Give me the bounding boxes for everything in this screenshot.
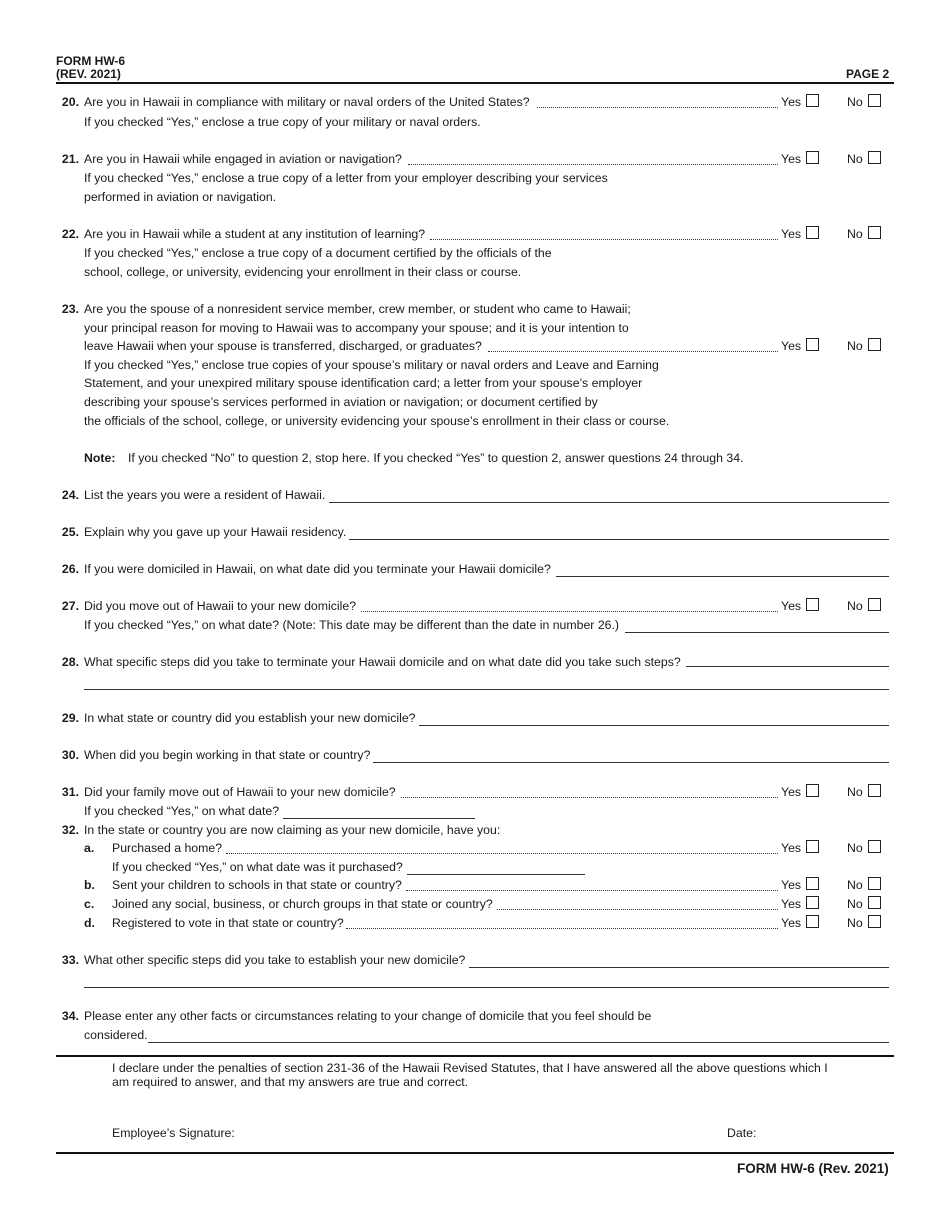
no-option[interactable]	[847, 877, 881, 892]
no-label: No	[847, 841, 863, 855]
question-number: 30.	[61, 748, 79, 762]
question-text: Are you the spouse of a nonresident service member, crew member, or student who came to Hawaii;	[84, 302, 631, 316]
yes-checkbox[interactable]	[806, 784, 819, 797]
answer-line[interactable]	[419, 725, 889, 726]
yes-label: Yes	[781, 878, 802, 892]
answer-line[interactable]	[556, 576, 889, 577]
sub-item-text: Sent your children to schools in that state or country?	[112, 878, 402, 892]
question-number: 26.	[61, 562, 79, 576]
yes-option[interactable]	[781, 784, 819, 799]
question-number: 25.	[61, 525, 79, 539]
note-label: Note:	[84, 451, 116, 465]
note-text: If you checked “No” to question 2, stop here. If you checked “Yes” to question 2, answer questions 24 through 34.	[128, 451, 744, 465]
no-option[interactable]	[847, 338, 881, 353]
no-checkbox[interactable]	[868, 94, 881, 107]
no-option[interactable]	[847, 94, 881, 109]
question-text: Please enter any other facts or circumstances relating to your change of domicile that you feel should be	[84, 1009, 652, 1023]
yes-label: Yes	[781, 841, 802, 855]
no-option[interactable]	[847, 151, 881, 166]
dot-leader	[488, 339, 778, 352]
no-option[interactable]	[847, 915, 881, 930]
question-number: 21.	[61, 152, 79, 166]
followup-text: If you checked “Yes,” on what date? (Note: This date may be different than the date in number 26.)	[84, 618, 620, 632]
question-text: When did you begin working in that state or country?	[84, 748, 371, 762]
dot-leader	[346, 916, 778, 929]
answer-line[interactable]	[625, 632, 889, 633]
question-number: 27.	[61, 599, 79, 613]
instruction-text: performed in aviation or navigation.	[84, 190, 277, 204]
yes-checkbox[interactable]	[806, 94, 819, 107]
instruction-text: If you checked “Yes,” enclose a true copy of a letter from your employer describing your services	[84, 171, 608, 185]
question-number: 29.	[61, 711, 79, 725]
no-checkbox[interactable]	[868, 598, 881, 611]
question-text: List the years you were a resident of Hawaii.	[84, 488, 326, 502]
question-text: Did you move out of Hawaii to your new domicile?	[84, 599, 357, 613]
question-text: Explain why you gave up your Hawaii residency.	[84, 525, 347, 539]
dot-leader	[408, 152, 778, 165]
answer-line[interactable]	[329, 502, 889, 503]
yes-label: Yes	[781, 227, 802, 241]
no-label: No	[847, 339, 863, 353]
question-text: What other specific steps did you take to establish your new domicile?	[84, 953, 466, 967]
question-number: 32.	[61, 823, 79, 837]
question-text: If you were domiciled in Hawaii, on what date did you terminate your Hawaii domicile?	[84, 562, 551, 576]
instruction-text: If you checked “Yes,” enclose a true copy of your military or naval orders.	[84, 115, 481, 129]
instruction-text: Statement, and your unexpired military spouse identification card; a letter from your spouse’s employer	[84, 376, 643, 390]
answer-line[interactable]	[407, 874, 585, 875]
question-text: In the state or country you are now claiming as your new domicile, have you:	[84, 823, 501, 837]
yes-checkbox[interactable]	[806, 151, 819, 164]
footer-rule	[56, 1152, 894, 1154]
answer-line[interactable]	[349, 539, 889, 540]
yes-label: Yes	[781, 152, 802, 166]
no-checkbox[interactable]	[868, 915, 881, 928]
no-option[interactable]	[847, 840, 881, 855]
declaration-text: I declare under the penalties of section 231-36 of the Hawaii Revised Statutes, that I have answered all the above questions which I	[112, 1061, 828, 1075]
form-id: FORM HW-6	[56, 54, 126, 68]
no-checkbox[interactable]	[868, 896, 881, 909]
question-number: 22.	[61, 227, 79, 241]
question-text: leave Hawaii when your spouse is transferred, discharged, or graduates?	[84, 339, 482, 353]
yes-checkbox[interactable]	[806, 840, 819, 853]
question-number: 20.	[61, 95, 79, 109]
yes-label: Yes	[781, 339, 802, 353]
question-text: Did your family move out of Hawaii to your new domicile?	[84, 785, 396, 799]
yes-checkbox[interactable]	[806, 598, 819, 611]
footer-form-id: FORM HW-6 (Rev. 2021)	[737, 1161, 889, 1176]
question-number: 24.	[61, 488, 79, 502]
no-checkbox[interactable]	[868, 877, 881, 890]
instruction-text: school, college, or university, evidencing your enrollment in their class or course.	[84, 265, 522, 279]
question-number: 34.	[61, 1009, 79, 1023]
no-label: No	[847, 897, 863, 911]
followup-text: If you checked “Yes,” on what date?	[84, 804, 280, 818]
yes-label: Yes	[781, 916, 802, 930]
header-rule	[56, 82, 894, 84]
dot-leader	[226, 841, 778, 854]
dot-leader	[361, 599, 778, 612]
sub-item-label: d.	[84, 916, 95, 930]
page-number: PAGE 2	[846, 67, 890, 81]
yes-checkbox[interactable]	[806, 877, 819, 890]
question-text: Are you in Hawaii while a student at any institution of learning?	[84, 227, 426, 241]
yes-label: Yes	[781, 897, 802, 911]
no-option[interactable]	[847, 598, 881, 613]
signature-label: Employee’s Signature:	[112, 1126, 235, 1140]
question-text: Are you in Hawaii while engaged in aviation or navigation?	[84, 152, 402, 166]
sub-item-label: b.	[84, 878, 95, 892]
no-label: No	[847, 599, 863, 613]
yes-option[interactable]	[781, 915, 819, 930]
yes-checkbox[interactable]	[806, 915, 819, 928]
question-text: your principal reason for moving to Hawaii was to accompany your spouse; and it is your intention to	[84, 321, 629, 335]
no-option[interactable]	[847, 784, 881, 799]
instruction-text: the officials of the school, college, or university evidencing your spouse’s enrollment in their class or course.	[84, 414, 670, 428]
no-label: No	[847, 95, 863, 109]
yes-option[interactable]	[781, 226, 819, 241]
sub-item-text: Purchased a home?	[112, 841, 223, 855]
followup-text: If you checked “Yes,” on what date was it purchased?	[112, 860, 403, 874]
yes-checkbox[interactable]	[806, 338, 819, 351]
instruction-text: If you checked “Yes,” enclose true copies of your spouse’s military or naval orders and Leave and Earning	[84, 358, 659, 372]
question-number: 28.	[61, 655, 79, 669]
answer-line[interactable]	[84, 987, 889, 988]
no-checkbox[interactable]	[868, 840, 881, 853]
dot-leader	[406, 878, 778, 891]
sub-item-label: a.	[84, 841, 95, 855]
yes-label: Yes	[781, 95, 802, 109]
question-number: 23.	[61, 302, 79, 316]
yes-option[interactable]	[781, 94, 819, 109]
declaration-text: am required to answer, and that my answers are true and correct.	[112, 1075, 469, 1089]
dot-leader	[497, 897, 778, 910]
question-number: 33.	[61, 953, 79, 967]
yes-checkbox[interactable]	[806, 226, 819, 239]
date-label: Date:	[727, 1126, 757, 1140]
yes-checkbox[interactable]	[806, 896, 819, 909]
declaration-rule	[56, 1055, 894, 1057]
question-number: 31.	[61, 785, 79, 799]
yes-option[interactable]	[781, 598, 819, 613]
no-checkbox[interactable]	[868, 151, 881, 164]
answer-line[interactable]	[283, 818, 475, 819]
no-label: No	[847, 152, 863, 166]
answer-line[interactable]	[148, 1042, 889, 1043]
yes-option[interactable]	[781, 338, 819, 353]
no-label: No	[847, 785, 863, 799]
no-checkbox[interactable]	[868, 226, 881, 239]
yes-option[interactable]	[781, 896, 819, 911]
dot-leader	[401, 785, 778, 798]
sub-item-text: Registered to vote in that state or country?	[112, 916, 344, 930]
sub-item-text: Joined any social, business, or church groups in that state or country?	[112, 897, 493, 911]
yes-label: Yes	[781, 599, 802, 613]
no-label: No	[847, 916, 863, 930]
instruction-text: If you checked “Yes,” enclose a true copy of a document certified by the officials of the	[84, 246, 552, 260]
instruction-text: describing your spouse’s services performed in aviation or navigation; or document certified by	[84, 395, 598, 409]
question-text: considered.	[84, 1028, 148, 1042]
answer-line[interactable]	[469, 967, 889, 968]
no-checkbox[interactable]	[868, 338, 881, 351]
yes-option[interactable]	[781, 151, 819, 166]
no-option[interactable]	[847, 226, 881, 241]
no-checkbox[interactable]	[868, 784, 881, 797]
answer-line[interactable]	[686, 666, 889, 667]
form-revision: (REV. 2021)	[56, 67, 121, 81]
answer-line[interactable]	[373, 762, 889, 763]
answer-line[interactable]	[84, 689, 889, 690]
dot-leader	[537, 95, 778, 108]
no-label: No	[847, 878, 863, 892]
yes-option[interactable]	[781, 840, 819, 855]
yes-option[interactable]	[781, 877, 819, 892]
no-label: No	[847, 227, 863, 241]
question-text: What specific steps did you take to terminate your Hawaii domicile and on what date did you take such steps?	[84, 655, 681, 669]
sub-item-label: c.	[84, 897, 95, 911]
question-text: Are you in Hawaii in compliance with military or naval orders of the United States?	[84, 95, 530, 109]
question-text: In what state or country did you establish your new domicile?	[84, 711, 416, 725]
dot-leader	[430, 227, 778, 240]
yes-label: Yes	[781, 785, 802, 799]
no-option[interactable]	[847, 896, 881, 911]
